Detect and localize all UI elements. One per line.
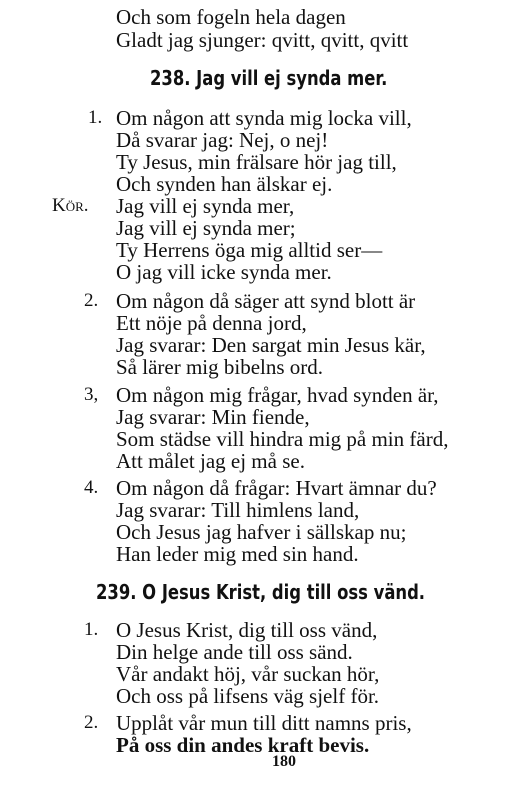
verse-line: Om någon mig frågar, hvad synden är, [116, 383, 439, 407]
verse-line: Om någon då frågar: Hvart ämnar du? [116, 476, 437, 500]
verse-line: Din helge ande till oss sänd. [116, 640, 353, 664]
verse-line: Jag vill ej synda mer; [116, 216, 296, 240]
verse-number: 2. [84, 712, 99, 733]
verse-line: Då svarar jag: Nej, o nej! [116, 128, 329, 152]
verse-line: Jag vill ej synda mer, [116, 194, 295, 218]
verse-line: Jag svarar: Min fiende, [116, 405, 310, 429]
verse-line: Och synden han älskar ej. [116, 172, 333, 196]
verse-line: Som städse vill hindra mig på min färd, [116, 427, 449, 451]
verse-number: 3, [84, 384, 99, 405]
verse-line: Ty Herrens öga mig alltid ser— [116, 238, 383, 262]
verse-line: O jag vill icke synda mer. [116, 260, 332, 284]
verse-number: 2. [84, 290, 99, 311]
verse-line: Att målet jag ej må se. [116, 449, 305, 473]
verse-line: På oss din andes kraft bevis. [116, 733, 370, 757]
verse-line: Och oss på lifsens väg sjelf för. [116, 684, 380, 708]
verse-line: Han leder mig med sin hand. [116, 542, 359, 566]
verse-line: Vår andakt höj, vår suckan hör, [116, 662, 380, 686]
verse-line: Jag svarar: Den sargat min Jesus kär, [116, 333, 426, 357]
verse-line: Ty Jesus, min frälsare hör jag till, [116, 150, 397, 174]
verse-number: 1. [88, 107, 103, 128]
verse-line: Så lärer mig bibelns ord. [116, 355, 324, 379]
hymn-title: 238. Jag vill ej synda mer. [150, 66, 388, 90]
verse-line: O Jesus Krist, dig till oss vänd, [116, 618, 378, 642]
verse-line: Och som fogeln hela dagen [116, 5, 346, 29]
page-number: 180 [272, 753, 296, 770]
chorus-label: Kör. [52, 195, 89, 216]
verse-line: Om någon att synda mig locka vill, [116, 106, 412, 130]
verse-line: Gladt jag sjunger: qvitt, qvitt, qvitt [116, 28, 409, 52]
verse-line: Om någon då säger att synd blott är [116, 289, 416, 313]
verse-number: 1. [84, 619, 99, 640]
verse-line: Upplåt vår mun till ditt namns pris, [116, 711, 412, 735]
hymn-title: 239. O Jesus Krist, dig till oss vänd. [96, 580, 426, 604]
verse-line: Och Jesus jag hafver i sällskap nu; [116, 520, 407, 544]
verse-line: Ett nöje på denna jord, [116, 311, 307, 335]
verse-number: 4. [84, 477, 99, 498]
verse-line: Jag svarar: Till himlens land, [116, 498, 360, 522]
